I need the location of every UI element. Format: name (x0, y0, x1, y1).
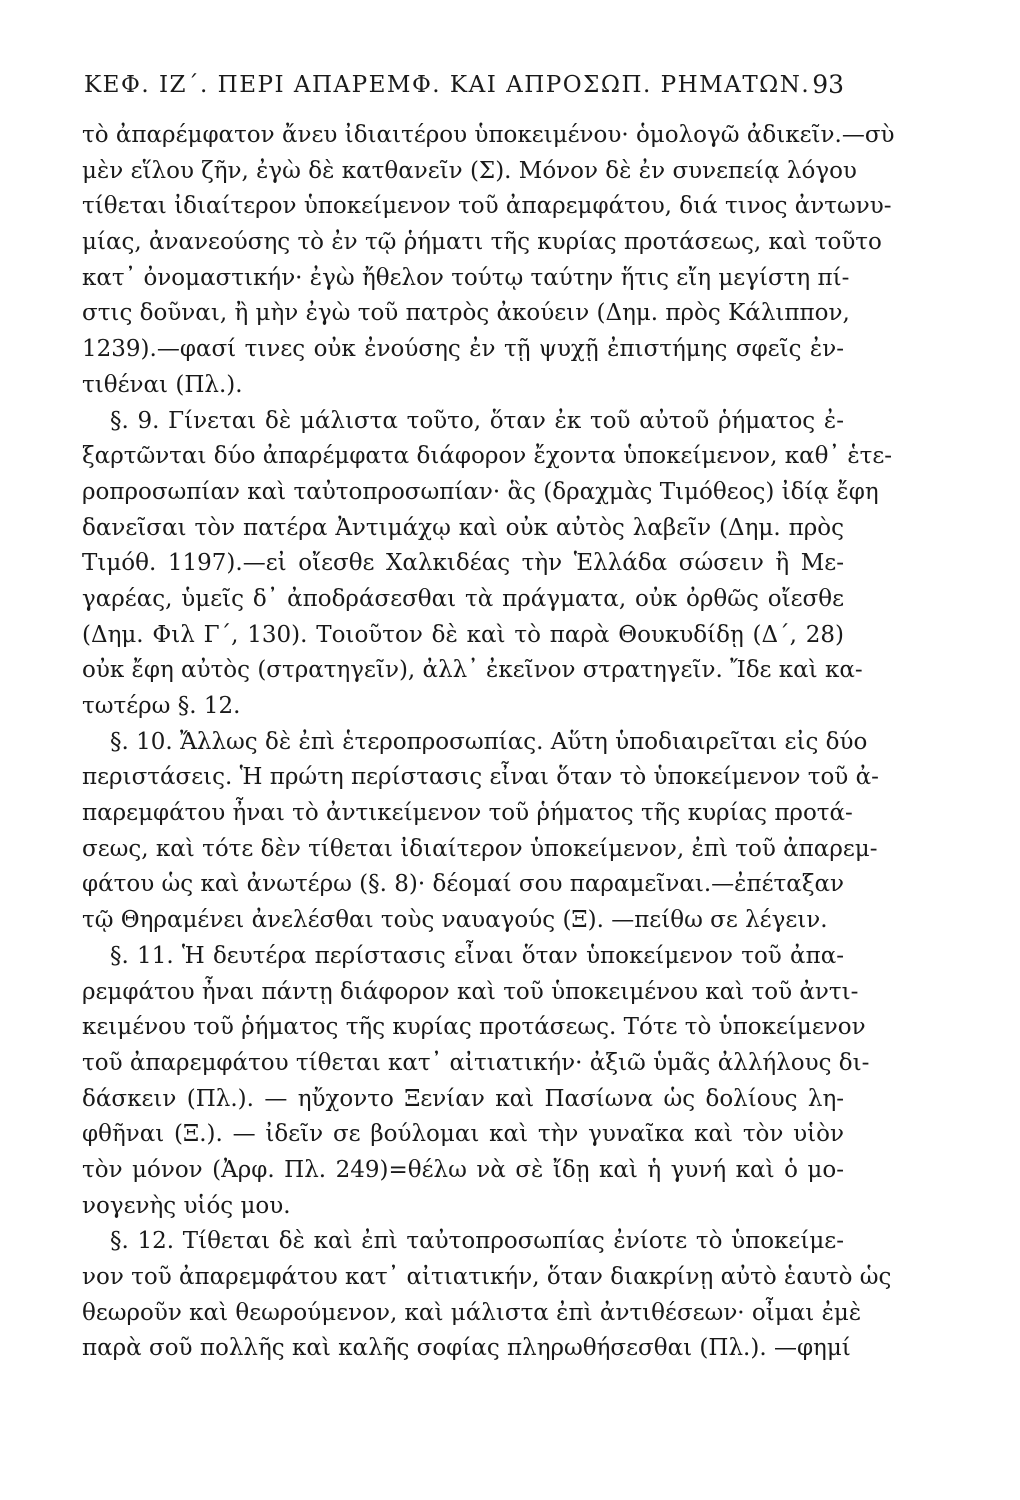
text-line: §. 11. Ἡ δευτέρα περίστασις εἶναι ὅταν ὑποκείμενον τοῦ ἀπα- (110, 942, 844, 969)
text-line: νογενὴς υἱός μου. (82, 1192, 291, 1219)
text-line: §. 9. Γίνεται δὲ μάλιστα τοῦτο, ὅταν ἐκ τοῦ αὐτοῦ ῥήματος ἐ- (110, 407, 844, 434)
text-line: φάτου ὡς καὶ ἀνωτέρω (§. 8)· δέομαί σου παραμεῖναι.—ἐπέταξαν (82, 871, 844, 898)
text-line: δανεῖσαι τὸν πατέρα Ἀντιμάχῳ καὶ οὐκ αὐτὸς λαβεῖν (Δημ. πρὸς (82, 514, 844, 541)
text-line: τὸ ἀπαρέμφατον ἄνευ ἰδιαιτέρου ὑποκειμένου· ὁμολογῶ ἀδικεῖν.—σὺ (82, 122, 895, 148)
text-line: (Δημ. Φιλ Γ΄, 130). Τοιοῦτον δὲ καὶ τὸ παρὰ Θουκυδίδῃ (Δ΄, 28) (82, 621, 844, 648)
text-line: νον τοῦ ἀπαρεμφάτου κατ᾽ αἰτιατικήν, ὅταν διακρίνῃ αὐτὸ ἑαυτὸ ὡς (82, 1264, 892, 1290)
text-line: παρὰ σοῦ πολλῆς καὶ καλῆς σοφίας πληρωθήσεσθαι (Πλ.). —φημί (82, 1335, 851, 1362)
text-line: τίθεται ἰδιαίτερον ὑποκείμενον τοῦ ἀπαρεμφάτου, διά τινος ἀντωνυ- (82, 193, 892, 220)
text-line: τιθέναι (Πλ.). (82, 371, 243, 398)
text-line: ξαρτῶνται δύο ἀπαρέμφατα διάφορον ἔχοντα ὑποκείμενον, καθ᾽ ἑτε- (82, 443, 893, 470)
text-line: μίας, ἀνανεούσης τὸ ἐν τῷ ῥήματι τῆς κυρίας προτάσεως, καὶ τοῦτο (82, 229, 882, 256)
text-line: τὸν μόνον (Ἀρφ. Πλ. 249)=θέλω νὰ σὲ ἴδῃ καὶ ἡ γυνή καὶ ὁ μο- (82, 1156, 844, 1183)
page-header (84, 64, 844, 104)
text-line: σεως, καὶ τότε δὲν τίθεται ἰδιαίτερον ὑποκείμενον, ἐπὶ τοῦ ἀπαρεμ- (82, 835, 878, 862)
text-line: δάσκειν (Πλ.). — ηὔχοντο Ξενίαν καὶ Πασίωνα ὡς δολίους λη- (82, 1085, 844, 1112)
text-line: φθῆναι (Ξ.). — ἰδεῖν σε βούλομαι καὶ τὴν γυναῖκα καὶ τὸν υἱὸν (82, 1121, 844, 1148)
text-line: θεωροῦν καὶ θεωρούμενον, καὶ μάλιστα ἐπὶ ἀντιθέσεων· οἶμαι ἐμὲ (82, 1299, 862, 1326)
text-line: στις δοῦναι, ἢ μὴν ἐγὼ τοῦ πατρὸς ἀκούειν (Δημ. πρὸς Κάλιππον, (82, 300, 850, 327)
text-line: τῷ Θηραμένει ἀνελέσθαι τοὺς ναυαγούς (Ξ). —πείθω σε λέγειν. (82, 907, 828, 934)
text-line: 1239).—φασί τινες οὐκ ἐνούσης ἐν τῇ ψυχῇ ἐπιστήμης σφεῖς ἐν- (82, 336, 844, 363)
text-line: ρεμφάτου ἦναι πάντῃ διάφορον καὶ τοῦ ὑποκειμένου καὶ τοῦ ἀντι- (82, 978, 859, 1005)
text-line: μὲν εἵλου ζῆν, ἐγὼ δὲ κατθανεῖν (Σ). Μόνον δὲ ἐν συνεπείᾳ λόγου (82, 157, 857, 184)
text-line: παρεμφάτου ἦναι τὸ ἀντικείμενον τοῦ ῥήματος τῆς κυρίας προτά- (82, 800, 853, 827)
text-line: §. 12. Τίθεται δὲ καὶ ἐπὶ ταὐτοπροσωπίας ἐνίοτε τὸ ὑποκείμε- (110, 1228, 844, 1255)
text-line: §. 10. Ἄλλως δὲ ἐπὶ ἑτεροπροσωπίας. Αὕτη ὑποδιαιρεῖται εἰς δύο (110, 728, 868, 755)
text-line: Τιμόθ. 1197).—εἰ οἴεσθε Χαλκιδέας τὴν Ἑλλάδα σώσειν ἢ Με- (82, 550, 844, 577)
text-line: γαρέας, ὑμεῖς δ᾽ ἀποδράσεσθαι τὰ πράγματα, οὐκ ὀρθῶς οἴεσθε (82, 585, 844, 612)
text-line: κατ᾽ ὀνομαστικήν· ἐγὼ ἤθελον τούτῳ ταύτην ἥτις εἴη μεγίστη πί- (82, 264, 850, 291)
text-line: τοῦ ἀπαρεμφάτου τίθεται κατ᾽ αἰτιατικήν· ἀξιῶ ὑμᾶς ἀλλήλους δι- (82, 1049, 870, 1076)
text-line: περιστάσεις. Ἡ πρώτη περίστασις εἶναι ὅταν τὸ ὑποκείμενον τοῦ ἀ- (82, 764, 879, 791)
text-line: κειμένου τοῦ ῥήματος τῆς κυρίας προτάσεως. Τότε τὸ ὑποκείμενον (82, 1014, 866, 1041)
page-number: 93 (812, 70, 844, 99)
text-line: ροπροσωπίαν καὶ ταὐτοπροσωπίαν· ἃς (δραχμὰς Τιμόθεος) ἰδίᾳ ἔφη (82, 478, 879, 505)
text-line: οὐκ ἔφη αὐτὸς (στρατηγεῖν), ἀλλ᾽ ἐκεῖνον στρατηγεῖν. Ἴδε καὶ κα- (82, 657, 863, 684)
running-head: ΚΕΦ. ΙΖ΄. ΠΕΡΙ ΑΠΑΡΕΜΦ. ΚΑΙ ΑΠΡΟΣΩΠ. ΡΗΜΑΤΩΝ. (84, 72, 811, 98)
body-text (82, 118, 895, 1367)
text-line: τωτέρω §. 12. (82, 693, 241, 719)
